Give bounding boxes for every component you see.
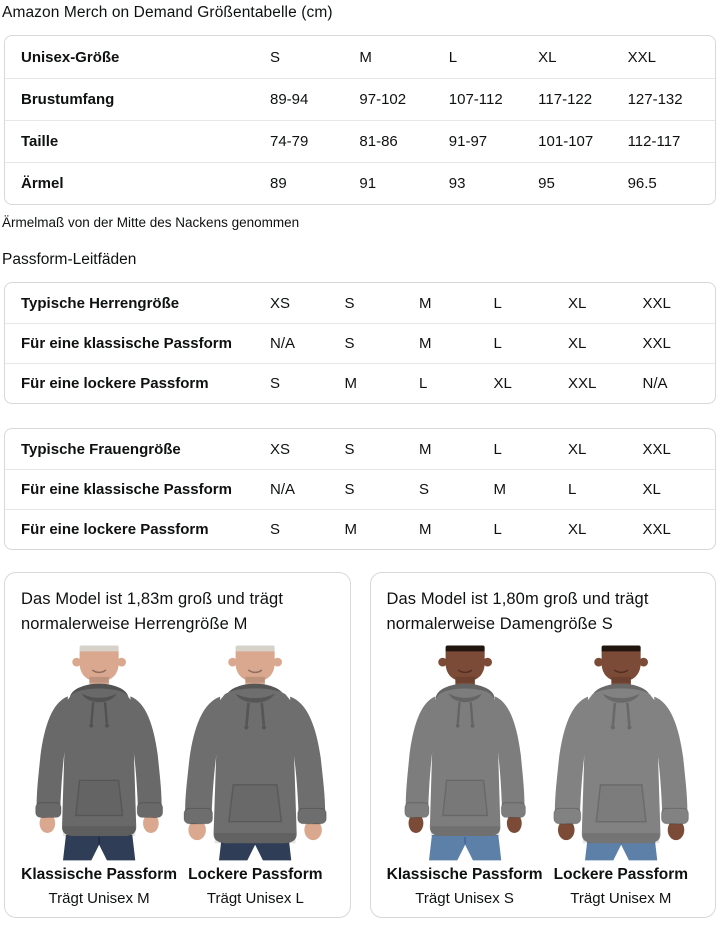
table-cell: S [268, 509, 343, 549]
table-row [5, 120, 715, 162]
table-row [5, 78, 715, 120]
row-label: Typische Frauengröße [21, 440, 181, 458]
row-label: Für eine klassische Passform [5, 469, 268, 509]
table-cell: 74-79 [268, 120, 357, 162]
table-cell: 112-117 [626, 120, 715, 162]
model-description: Das Model ist 1,80m groß und trägt normalerweise Damengröße S [386, 590, 649, 633]
model-photo-wrap [177, 641, 333, 863]
model-photo-wrap [387, 641, 543, 863]
jeans-graphic [428, 835, 500, 860]
womens-fit-table [4, 428, 716, 550]
mens-fit-table [4, 282, 716, 404]
table-row [5, 429, 715, 469]
table-cell: L [566, 469, 641, 509]
table-cell: XL [568, 440, 587, 458]
table-row [5, 323, 715, 363]
table-cell: 89-94 [268, 78, 357, 120]
table-row [5, 36, 715, 78]
table-cell: S [268, 363, 343, 403]
table-cell: 91-97 [447, 120, 536, 162]
table-cell: S [344, 294, 355, 312]
table-cell: 91 [357, 162, 446, 204]
sleeve-measure-note: Ärmelmaß von der Mitte des Nackens genommen [2, 215, 300, 230]
table-cell: 97-102 [357, 78, 446, 120]
size-caption: Trägt Unisex M [570, 890, 672, 907]
model-photo-wrap [21, 641, 177, 863]
table-cell: S [343, 469, 418, 509]
table-cell: S [344, 440, 355, 458]
model-photo-wrap [543, 641, 699, 863]
table-cell: XS [270, 294, 291, 312]
table-cell: L [493, 294, 502, 312]
fit-caption: Lockere Passform [188, 866, 323, 883]
table-row [5, 283, 715, 323]
fit-caption: Lockere Passform [553, 866, 689, 883]
model-cards-row [4, 572, 716, 918]
model-photo [387, 641, 543, 863]
model-figure-classic [21, 641, 177, 907]
row-label: Für eine lockere Passform [5, 509, 268, 549]
model-figure-loose [543, 641, 699, 907]
womens-model-card [370, 572, 717, 918]
table-cell: XL [492, 363, 567, 403]
model-description: Das Model ist 1,83m groß und trägt normalerweise Herrengröße M [21, 590, 284, 633]
model-photo [21, 641, 177, 863]
table-cell: XL [566, 323, 641, 363]
table-row [5, 162, 715, 204]
hoodie-graphic [554, 688, 689, 843]
table-cell: N/A [268, 323, 343, 363]
unisex-size-table [4, 35, 716, 205]
jeans-graphic [63, 835, 135, 860]
table-cell: 96.5 [626, 162, 715, 204]
table-cell: 107-112 [447, 78, 536, 120]
table-cell: 93 [447, 162, 536, 204]
row-label: Ärmel [5, 162, 268, 204]
table-cell: S [343, 323, 418, 363]
row-label: Für eine klassische Passform [5, 323, 268, 363]
table-cell: XL [538, 48, 557, 66]
table-cell: 101-107 [536, 120, 625, 162]
table-cell: 95 [536, 162, 625, 204]
size-caption: Trägt Unisex L [206, 890, 304, 907]
table-cell: XXL [642, 294, 671, 312]
table-cell: M [419, 294, 432, 312]
mens-model-card [4, 572, 351, 918]
table-row [5, 363, 715, 403]
row-label: Typische Herrengröße [21, 294, 180, 312]
size-caption: Trägt Unisex S [415, 890, 514, 907]
fit-caption: Klassische Passform [386, 866, 543, 883]
size-chart-page [0, 4, 720, 929]
table-cell: XL [568, 294, 587, 312]
table-cell: M [417, 509, 492, 549]
model-photo [543, 641, 699, 863]
table-cell: XL [566, 509, 641, 549]
table-cell: 117-122 [536, 78, 625, 120]
table-cell: N/A [268, 469, 343, 509]
model-photo [177, 641, 333, 863]
row-label: Unisex-Größe [21, 48, 120, 66]
table-cell: L [417, 363, 492, 403]
hoodie-graphic [36, 689, 163, 836]
table-row [5, 469, 715, 509]
table-cell: XXL [641, 323, 716, 363]
model-figures [21, 641, 334, 907]
table-cell: M [492, 469, 567, 509]
table-cell: XXL [641, 509, 716, 549]
table-cell: M [343, 363, 418, 403]
table-cell: 89 [268, 162, 357, 204]
table-cell: 127-132 [626, 78, 715, 120]
row-label: Für eine lockere Passform [5, 363, 268, 403]
row-label: Brustumfang [5, 78, 268, 120]
table-cell: XXL [642, 440, 671, 458]
hoodie-graphic [404, 689, 525, 836]
page-title: Amazon Merch on Demand Größentabelle (cm) [2, 4, 333, 21]
table-cell: M [419, 440, 432, 458]
table-cell: L [492, 509, 567, 549]
table-cell: XS [270, 440, 291, 458]
model-figure-loose [177, 641, 333, 907]
fit-guides-heading: Passform-Leitfäden [2, 251, 137, 268]
table-cell: M [417, 323, 492, 363]
table-cell: 81-86 [357, 120, 446, 162]
row-label: Taille [5, 120, 268, 162]
size-caption: Trägt Unisex M [48, 890, 150, 907]
model-figures [387, 641, 700, 907]
table-cell: L [493, 440, 502, 458]
model-figure-classic [387, 641, 543, 907]
table-row [5, 509, 715, 549]
table-cell: L [448, 48, 458, 66]
table-cell: XXL [566, 363, 641, 403]
table-cell: M [343, 509, 418, 549]
table-cell: M [359, 48, 372, 66]
table-cell: XL [641, 469, 716, 509]
table-cell: XXL [627, 48, 656, 66]
hoodie-graphic [184, 688, 326, 843]
table-cell: N/A [641, 363, 716, 403]
table-cell: S [417, 469, 492, 509]
table-cell: S [270, 48, 281, 66]
table-cell: L [492, 323, 567, 363]
fit-caption: Klassische Passform [21, 866, 178, 883]
